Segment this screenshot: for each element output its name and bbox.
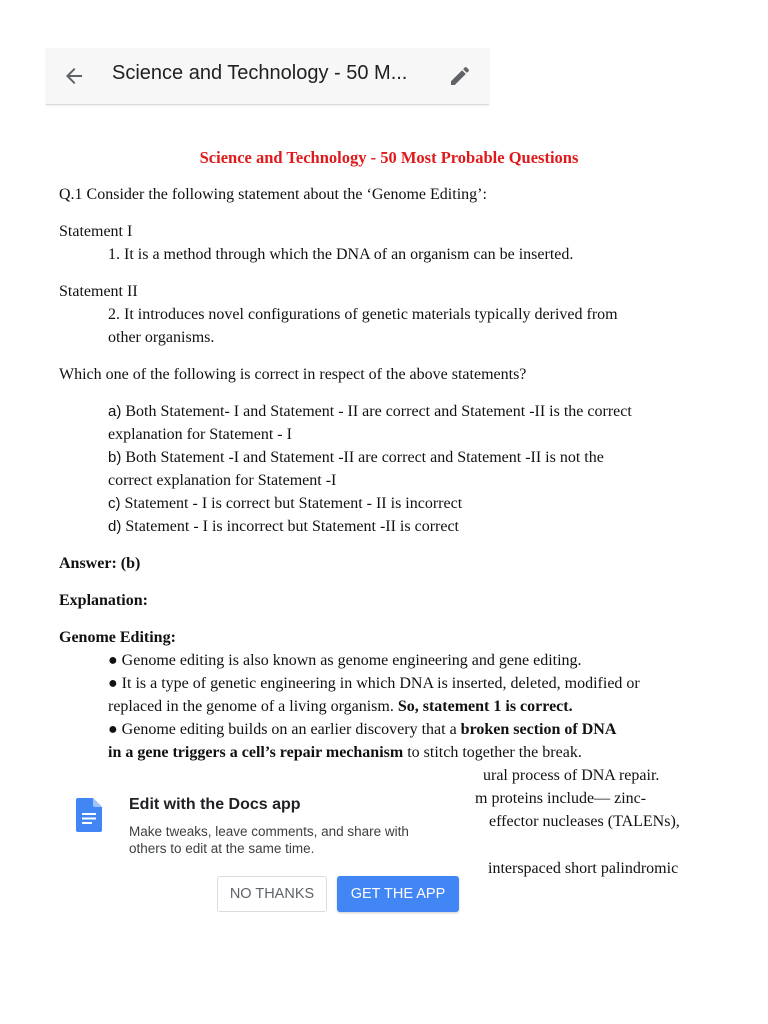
partial-line-2: m proteins include— zinc- (475, 790, 647, 807)
explanation-heading: Explanation: (59, 592, 148, 609)
option-a: a) Both Statement- I and Statement - II are correct and Statement -II is the correct (108, 403, 632, 420)
pencil-edit-icon[interactable] (448, 64, 472, 88)
bullet-3-line1: ● Genome editing builds on an earlier discovery that a broken section of DNA (108, 721, 617, 738)
option-a-line2: explanation for Statement - I (108, 426, 292, 443)
partial-line-4: interspaced short palindromic (488, 860, 679, 877)
bullet-1: ● Genome editing is also known as genome engineering and gene editing. (108, 652, 582, 669)
partial-line-3: effector nucleases (TALENs), (489, 813, 680, 830)
document-title: Science and Technology - 50 M... (112, 62, 408, 84)
genome-editing-heading: Genome Editing: (59, 629, 176, 646)
bullet-2-line2: replaced in the genome of a living organism. So, statement 1 is correct. (108, 698, 573, 715)
statement-2-text-line2: other organisms. (108, 329, 215, 346)
option-b: b) Both Statement -I and Statement -II are correct and Statement -II is not the (108, 449, 604, 466)
partial-line-1: ural process of DNA repair. (483, 767, 660, 784)
statement-2-text-line1: 2. It introduces novel configurations of genetic materials typically derived from (108, 306, 618, 323)
statement-2-label: Statement II (59, 283, 138, 300)
get-the-app-button[interactable]: GET THE APP (337, 876, 459, 912)
answer-text: Answer: (b) (59, 555, 141, 572)
promo-title: Edit with the Docs app (129, 796, 301, 813)
option-b-line2: correct explanation for Statement -I (108, 472, 337, 489)
option-c: c) Statement - I is correct but Statement - II is incorrect (108, 495, 463, 512)
bullet-3-line2: in a gene triggers a cell’s repair mechanism to stitch together the break. (108, 744, 582, 761)
question-prompt: Which one of the following is correct in respect of the above statements? (59, 366, 527, 383)
bullet-2-line1: ● It is a type of genetic engineering in which DNA is inserted, deleted, modified or (108, 675, 640, 692)
google-docs-icon (76, 798, 102, 832)
docs-app-promo (60, 786, 472, 916)
arrow-back-icon[interactable] (62, 64, 86, 88)
statement-1-text: 1. It is a method through which the DNA of an organism can be inserted. (108, 246, 574, 263)
document-heading: Science and Technology - 50 Most Probable Questions (199, 148, 579, 167)
top-app-bar (46, 48, 489, 105)
question-text: Q.1 Consider the following statement about the ‘Genome Editing’: (59, 186, 487, 203)
no-thanks-button[interactable]: NO THANKS (217, 876, 327, 912)
option-d: d) Statement - I is incorrect but Statement -II is correct (108, 518, 459, 535)
document-body (59, 146, 719, 880)
promo-body: Make tweaks, leave comments, and share with others to edit at the same time. (129, 824, 409, 856)
statement-1-label: Statement I (59, 223, 133, 240)
